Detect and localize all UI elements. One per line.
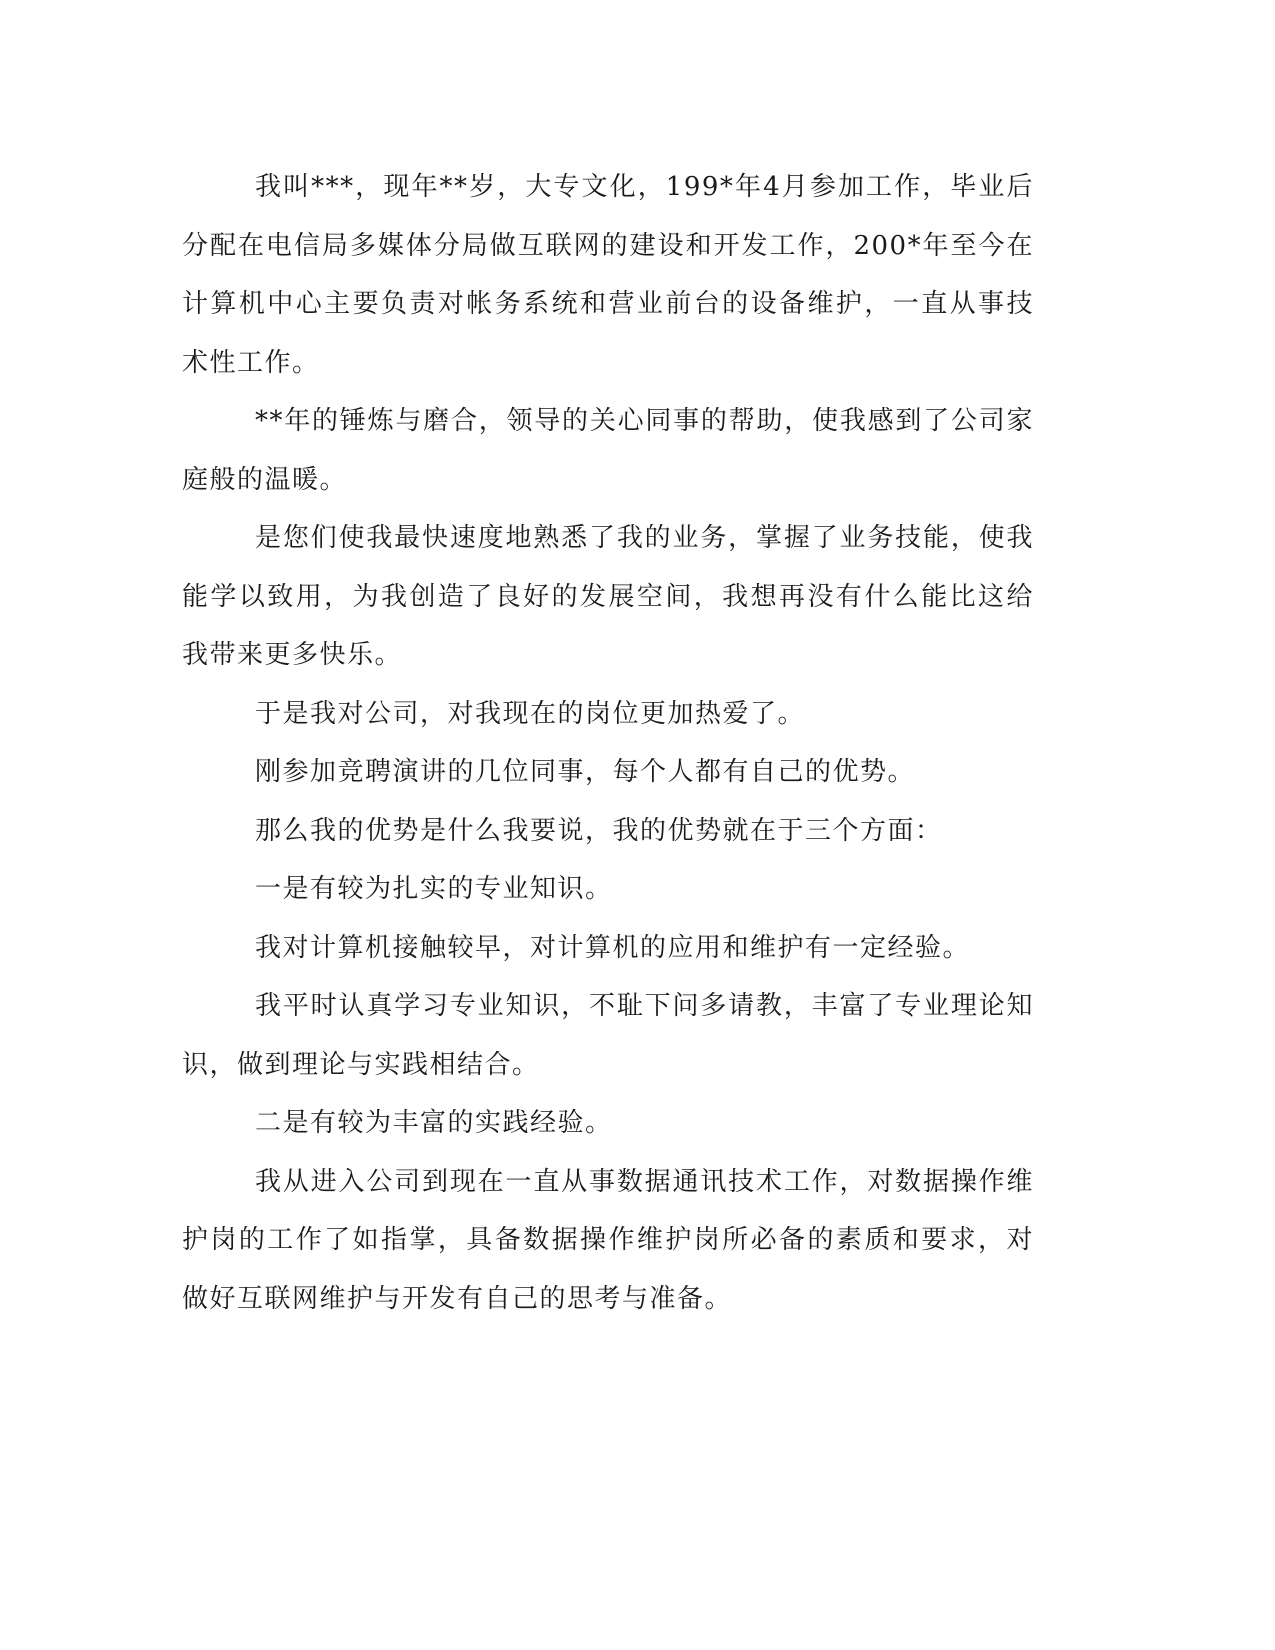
paragraph-gratitude: 是您们使我最快速度地熟悉了我的业务，掌握了业务技能，使我能学以致用，为我创造了良好的发展空间，我想再没有什么能比这给我带来更多快乐。 (182, 523, 1034, 670)
paragraph-practice: 我从进入公司到现在一直从事数据通讯技术工作，对数据操作维护岗的工作了如指掌，具备数据操作维护岗所必备的素质和要求，对做好互联网维护与开发有自己的思考与准备。 (182, 1166, 1034, 1314)
paragraph-computer-experience: 我对计算机接触较早，对计算机的应用和维护有一定经验。 (255, 932, 971, 963)
paragraph-love-position: 于是我对公司，对我现在的岗位更加热爱了。 (255, 698, 806, 729)
paragraph-intro: 我叫***，现年**岁，大专文化，199*年4月参加工作，毕业后分配在电信局多媒体分局做互联网的建设和开发工作，200*年至今在计算机中心主要负责对帐务系统和营业前台的设备维护，一直从事技术性工作。 (182, 172, 1034, 378)
document-body (182, 158, 1034, 1328)
paragraph-advantage-two: 二是有较为丰富的实践经验。 (255, 1108, 613, 1138)
paragraph-advantages-intro: 那么我的优势是什么我要说，我的优势就在于三个方面： (255, 815, 943, 846)
paragraph-warmth: **年的锤炼与磨合，领导的关心同事的帮助，使我感到了公司家庭般的温暖。 (182, 406, 1034, 495)
paragraph-colleagues: 刚参加竞聘演讲的几位同事，每个人都有自己的优势。 (255, 757, 916, 787)
paragraph-study: 我平时认真学习专业知识，不耻下问多请教，丰富了专业理论知识，做到理论与实践相结合。 (182, 991, 1034, 1080)
paragraph-advantage-one: 一是有较为扎实的专业知识。 (255, 874, 613, 904)
